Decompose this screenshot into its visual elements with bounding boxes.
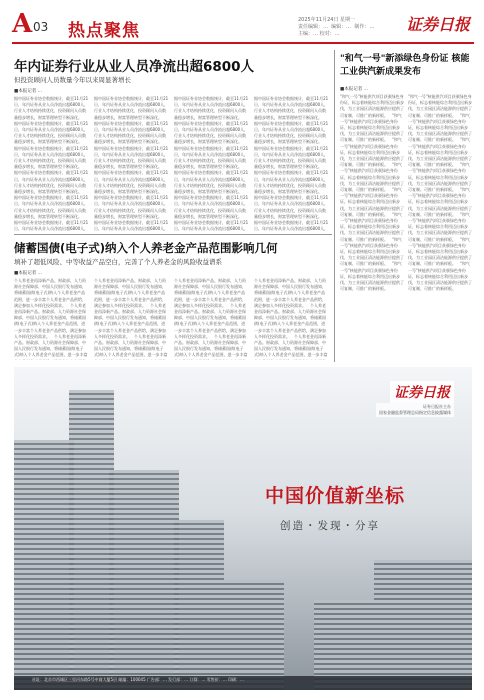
article2-column-2: 个人养老金再添新产品。财政部、人力资源社会保障部、中国人民银行发布通知，将储蓄国债(电子式)纳入个人养老金产品范围，进一步丰富个人养老金产品供给，满足参加人多样化投资需求。 个人养老金再添新产品。财政部、人力资源社会保障部、中国人民银行发布通知，将储蓄国债(电子式)纳入个人养老金产品范围，进一步丰富个人养老金产品供给，满足参加人多样化投资需求。 个人养老金再添新产品。财政部、人力资源社会保障部、中国人民银行发布通知，将储蓄国债(电子式)纳入个人养老金产品范围，进一步丰富 bbox=[94, 278, 168, 358]
building-graphic bbox=[109, 470, 179, 690]
ad-logo: 证券日报 bbox=[390, 381, 454, 403]
article1-subheadline: 但投资顾问人员数量今年以来周显著增长 bbox=[14, 76, 131, 84]
divider bbox=[14, 234, 332, 235]
page-number: 03 bbox=[33, 20, 49, 34]
article3-column-1: "和气一号"核能供汽项目获颁绿色身份证，标志着核能综合利用迈出新步伐，为工业园区清洁能源供应提供了可复制、可推广的新样板。 "和气一号"核能供汽项目获颁绿色身份证，标志着核能综合利用迈出新步伐，为工业园区清洁能源供应提供了可复制、可推广的新样板。 "和气一号"核能供汽项目获颁绿色身份证，标志着核能综合利用迈出新步伐，为工业园区清洁能源供应提供了可复制、可推广的新样板。 "和气一号"核能供汽项目获颁绿色身份证，标志着核能综合利用迈出新步伐，为工业园区清洁能源供应提供了可复制、可推广的新样板。 "和气一号"核能供汽项目获颁绿色身份证，标志着核能综合利用迈出新步伐，为工业园区清洁能源供应提供了可复制、可推广的新样板。 "和气一号"核能供汽项目获颁绿色身份证，标志着核能综合利用迈出新步伐，为工业园区清洁能源供应提供了可复制、可推广的新样板。 "和气一号"核能供汽项目获颁绿色身份证，标志着核能综合利用迈出新步伐，为工业园区清洁能源供应提供了可复制、可推广的新样板。 "和气一号"核能供汽项目获颁绿色身份证，标志着核能综合利用迈出新步伐，为工业园区清洁能源供应提供了可复制、可推广的新样板。 bbox=[340, 94, 404, 292]
building-graphic bbox=[374, 560, 472, 690]
article2-column-4: 个人养老金再添新产品。财政部、人力资源社会保障部、中国人民银行发布通知，将储蓄国债(电子式)纳入个人养老金产品范围，进一步丰富个人养老金产品供给，满足参加人多样化投资需求。 个人养老金再添新产品。财政部、人力资源社会保障部、中国人民银行发布通知，将储蓄国债(电子式)纳入个人养老金产品范围，进一步丰富个人养老金产品供给，满足参加人多样化投资需求。 个人养老金再添新产品。财政部、人力资源社会保障部、中国人民银行发布通知，将储蓄国债(电子式)纳入个人养老金产品范围，进一步丰富 bbox=[254, 278, 328, 358]
article3-byline: ■本报记者 … bbox=[340, 87, 369, 92]
ad-title: 中国价值新坐标 bbox=[265, 485, 406, 507]
article1-column-3: 据中国证券业协会数据统计，截至11月21日，年内证券从业人员净流出超6800人，行业人才结构持续优化，投资顾问人员数量稳步增长，财富管理转型不断深化。 据中国证券业协会数据统计，截至11月21日，年内证券从业人员净流出超6800人，行业人才结构持续优化，投资顾问人员数量稳步增长，财富管理转型不断深化。 据中国证券业协会数据统计，截至11月21日，年内证券从业人员净流出超6800人，行业人才结构持续优化，投资顾问人员数量稳步增长，财富管理转型不断深化。 据中国证券业协会数据统计，截至11月21日，年内证券从业人员净流出超6800人，行业人才结构持续优化，投资顾问人员数量稳步增长，财富管理转型不断深化。 据中国证券业协会数据统计，截至11月21日，年内证券从业人员净流出超6800人，行业人才结构持续优化，投资顾问人员数量稳步增长，财富管理转型不断深化。 据中国证券业协会数据统计，截至11月21日，年内证券从业人员净流出超6800人， bbox=[174, 96, 249, 232]
article1-byline: ■本报记者 … bbox=[14, 89, 43, 94]
article2-headline: 储蓄国债(电子式)纳入个人养老金产品范围影响几何 bbox=[14, 241, 278, 255]
article2-subheadline: 填补了超低风险、中等收益产品空白，完善了个人养老金的风险收益谱系 bbox=[14, 258, 222, 266]
ad-mini-text: 证券日报社主办 国家金融监督管理总局指定信息披露媒体 bbox=[376, 403, 454, 417]
article1-column-4: 据中国证券业协会数据统计，截至11月21日，年内证券从业人员净流出超6800人，行业人才结构持续优化，投资顾问人员数量稳步增长，财富管理转型不断深化。 据中国证券业协会数据统计，截至11月21日，年内证券从业人员净流出超6800人，行业人才结构持续优化，投资顾问人员数量稳步增长，财富管理转型不断深化。 据中国证券业协会数据统计，截至11月21日，年内证券从业人员净流出超6800人，行业人才结构持续优化，投资顾问人员数量稳步增长，财富管理转型不断深化。 据中国证券业协会数据统计，截至11月21日，年内证券从业人员净流出超6800人，行业人才结构持续优化，投资顾问人员数量稳步增长，财富管理转型不断深化。 据中国证券业协会数据统计，截至11月21日，年内证券从业人员净流出超6800人，行业人才结构持续优化，投资顾问人员数量稳步增长，财富管理转型不断深化。 据中国证券业协会数据统计，截至11月21日，年内证券从业人员净流出超6800人， bbox=[254, 96, 329, 232]
article2-column-1: 个人养老金再添新产品。财政部、人力资源社会保障部、中国人民银行发布通知，将储蓄国债(电子式)纳入个人养老金产品范围，进一步丰富个人养老金产品供给，满足参加人多样化投资需求。 个人养老金再添新产品。财政部、人力资源社会保障部、中国人民银行发布通知，将储蓄国债(电子式)纳入个人养老金产品范围，进一步丰富个人养老金产品供给，满足参加人多样化投资需求。 个人养老金再添新产品。财政部、人力资源社会保障部、中国人民银行发布通知，将储蓄国债(电子式)纳入个人养老金产品范围，进一步丰富 bbox=[14, 278, 88, 358]
article3-column-2: "和气一号"核能供汽项目获颁绿色身份证，标志着核能综合利用迈出新步伐，为工业园区清洁能源供应提供了可复制、可推广的新样板。 "和气一号"核能供汽项目获颁绿色身份证，标志着核能综合利用迈出新步伐，为工业园区清洁能源供应提供了可复制、可推广的新样板。 "和气一号"核能供汽项目获颁绿色身份证，标志着核能综合利用迈出新步伐，为工业园区清洁能源供应提供了可复制、可推广的新样板。 "和气一号"核能供汽项目获颁绿色身份证，标志着核能综合利用迈出新步伐，为工业园区清洁能源供应提供了可复制、可推广的新样板。 "和气一号"核能供汽项目获颁绿色身份证，标志着核能综合利用迈出新步伐，为工业园区清洁能源供应提供了可复制、可推广的新样板。 "和气一号"核能供汽项目获颁绿色身份证，标志着核能综合利用迈出新步伐，为工业园区清洁能源供应提供了可复制、可推广的新样板。 "和气一号"核能供汽项目获颁绿色身份证，标志着核能综合利用迈出新步伐，为工业园区清洁能源供应提供了可复制、可推广的新样板。 "和气一号"核能供汽项目获颁绿色身份证，标志着核能综合利用迈出新步伐，为工业园区清洁能源供应提供了可复制、可推广的新样板。 bbox=[408, 94, 472, 292]
page-footer: 社址：北京市西城区三里河东路5号中商大厦5层 邮编：100045 广告部：… 发行部：… 订阅：… 零售价：… 印刷：… bbox=[14, 676, 472, 690]
building-graphic bbox=[69, 390, 114, 690]
advertisement bbox=[14, 367, 472, 690]
article1-headline: 年内证券行业从业人员净流出超6800人 bbox=[14, 59, 255, 75]
article2-column-3: 个人养老金再添新产品。财政部、人力资源社会保障部、中国人民银行发布通知，将储蓄国债(电子式)纳入个人养老金产品范围，进一步丰富个人养老金产品供给，满足参加人多样化投资需求。 个人养老金再添新产品。财政部、人力资源社会保障部、中国人民银行发布通知，将储蓄国债(电子式)纳入个人养老金产品范围，进一步丰富个人养老金产品供给，满足参加人多样化投资需求。 个人养老金再添新产品。财政部、人力资源社会保障部、中国人民银行发布通知，将储蓄国债(电子式)纳入个人养老金产品范围，进一步丰富 bbox=[174, 278, 248, 358]
building-graphic bbox=[174, 520, 224, 690]
ad-slogan: 创造・发现・分享 bbox=[280, 520, 380, 532]
article1-column-1: 据中国证券业协会数据统计，截至11月21日，年内证券从业人员净流出超6800人，行业人才结构持续优化，投资顾问人员数量稳步增长，财富管理转型不断深化。 据中国证券业协会数据统计，截至11月21日，年内证券从业人员净流出超6800人，行业人才结构持续优化，投资顾问人员数量稳步增长，财富管理转型不断深化。 据中国证券业协会数据统计，截至11月21日，年内证券从业人员净流出超6800人，行业人才结构持续优化，投资顾问人员数量稳步增长，财富管理转型不断深化。 据中国证券业协会数据统计，截至11月21日，年内证券从业人员净流出超6800人，行业人才结构持续优化，投资顾问人员数量稳步增长，财富管理转型不断深化。 据中国证券业协会数据统计，截至11月21日，年内证券从业人员净流出超6800人，行业人才结构持续优化，投资顾问人员数量稳步增长，财富管理转型不断深化。 据中国证券业协会数据统计，截至11月21日，年内证券从业人员净流出超6800人， bbox=[14, 96, 89, 232]
building-graphic bbox=[14, 440, 74, 690]
article3-headline: "和气一号"新添绿色身份证 核能工业供汽新成果发布 bbox=[340, 54, 470, 77]
column-divider bbox=[334, 50, 335, 362]
page-letter: A bbox=[12, 9, 33, 39]
page-header bbox=[12, 8, 474, 44]
building-graphic bbox=[224, 580, 284, 690]
article1-column-2: 据中国证券业协会数据统计，截至11月21日，年内证券从业人员净流出超6800人，行业人才结构持续优化，投资顾问人员数量稳步增长，财富管理转型不断深化。 据中国证券业协会数据统计，截至11月21日，年内证券从业人员净流出超6800人，行业人才结构持续优化，投资顾问人员数量稳步增长，财富管理转型不断深化。 据中国证券业协会数据统计，截至11月21日，年内证券从业人员净流出超6800人，行业人才结构持续优化，投资顾问人员数量稳步增长，财富管理转型不断深化。 据中国证券业协会数据统计，截至11月21日，年内证券从业人员净流出超6800人，行业人才结构持续优化，投资顾问人员数量稳步增长，财富管理转型不断深化。 据中国证券业协会数据统计，截至11月21日，年内证券从业人员净流出超6800人，行业人才结构持续优化，投资顾问人员数量稳步增长，财富管理转型不断深化。 据中国证券业协会数据统计，截至11月21日，年内证券从业人员净流出超6800人， bbox=[94, 96, 169, 232]
header-meta: 2025年11月24日 星期一 责任编辑：… 编辑：… 制作：… 主编：… 校对：… bbox=[298, 17, 375, 37]
section-name: 热点聚焦 bbox=[68, 21, 140, 41]
article2-byline: ■本报记者 … bbox=[14, 271, 43, 276]
brand-logo: 证券日报 bbox=[405, 15, 470, 34]
